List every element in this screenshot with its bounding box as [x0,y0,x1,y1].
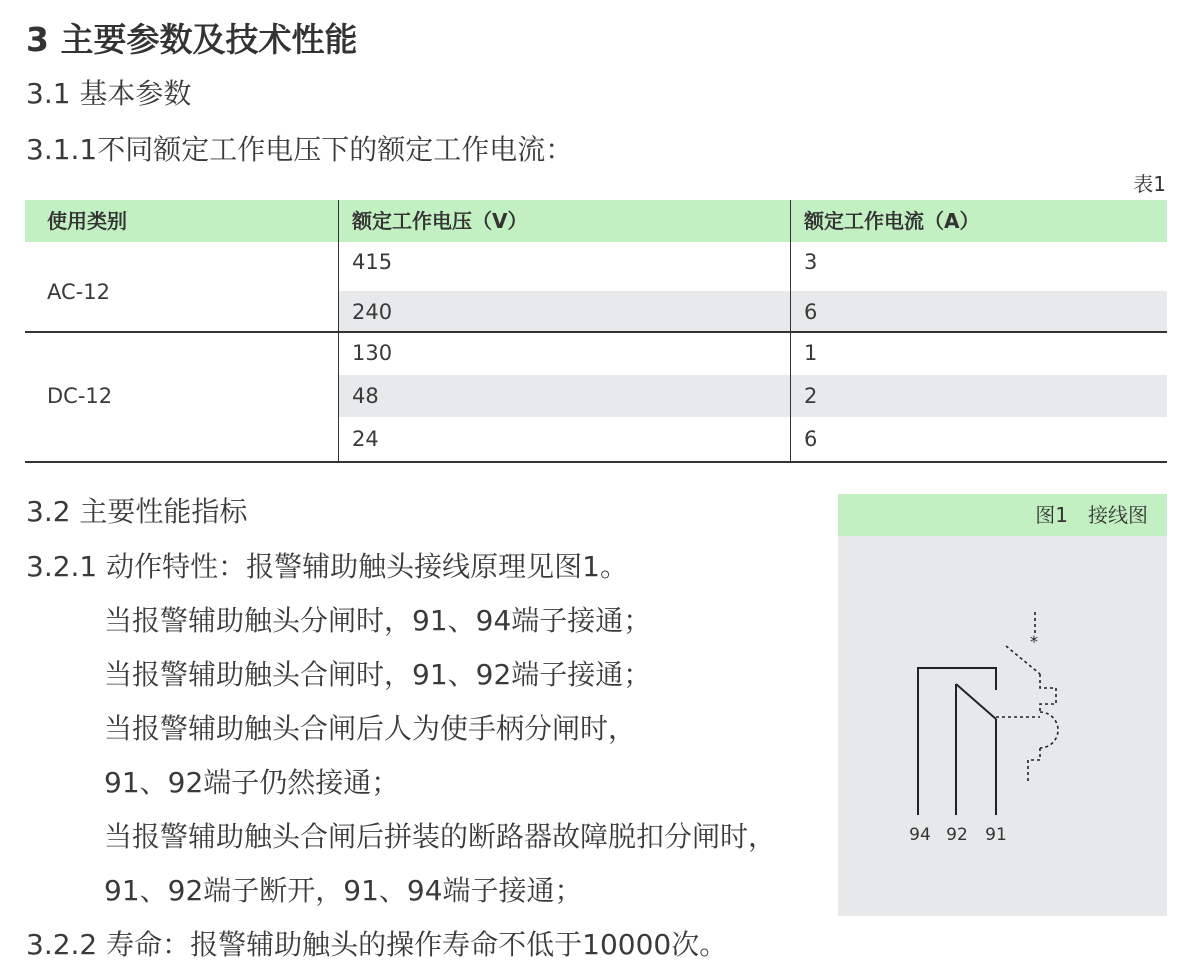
wiring-diagram [838,494,1167,916]
table-cell-voltage: 130 [352,341,393,365]
paragraph-life: 3.2.2 寿命：报警辅助触头的操作寿命不低于10000次。 [26,928,728,961]
table-cell-current: 3 [804,250,818,274]
table-cell-current: 6 [804,427,818,451]
table-group-divider [25,331,1167,333]
paragraph-line: 当报警辅助触头分闸时，91、94端子接通； [104,604,652,637]
subsubsection-heading: 3.1.1不同额定工作电压下的额定工作电流： [26,133,574,166]
table-bottom-rule [25,461,1167,463]
wiring-figure [838,494,1167,916]
paragraph-line: 91、92端子仍然接通； [104,766,400,799]
table-cell-voltage: 240 [352,300,393,324]
paragraph-line: 当报警辅助触头合闸时，91、92端子接通； [104,658,652,691]
header-voltage: 额定工作电压（V） [352,209,528,233]
table-row-shade [339,291,1167,331]
mechanical-linkage [996,612,1058,784]
figure-title: 图1 接线图 [1035,503,1148,527]
paragraph-line: 当报警辅助触头合闸后人为使手柄分闸时， [104,712,637,745]
section-heading: 3 主要参数及技术性能 [26,20,358,59]
paragraph-action: 3.2.1 动作特性：报警辅助触头接线原理见图1。 [26,550,628,583]
table-row-shade [339,375,1167,417]
moving-contact [956,684,996,719]
rating-table [25,200,1167,463]
paragraph-line: 当报警辅助触头合闸后拼装的断路器故障脱扣分闸时， [104,820,777,853]
table-cell-category: DC-12 [47,384,113,408]
header-category: 使用类别 [47,209,127,233]
table-cell-current: 2 [804,384,818,408]
table-cell-category: AC-12 [47,280,110,304]
terminal-label-92: 92 [946,825,968,845]
table-caption: 表1 [1133,172,1166,196]
header-current: 额定工作电流（A） [804,209,980,233]
table-header [25,200,1167,242]
terminal-label-91: 91 [985,825,1007,845]
table-cell-current: 1 [804,341,818,365]
subsection-heading: 3.1 基本参数 [26,77,192,110]
subsection-heading-2: 3.2 主要性能指标 [26,495,248,528]
table-cell-current: 6 [804,300,818,324]
table-cell-voltage: 415 [352,250,393,274]
table-cell-voltage: 48 [352,384,379,408]
terminal-label-94: 94 [909,825,931,845]
star-mark: * [1030,632,1038,651]
paragraph-line: 91、92端子断开，91、94端子接通； [104,874,583,907]
table-cell-voltage: 24 [352,427,379,451]
